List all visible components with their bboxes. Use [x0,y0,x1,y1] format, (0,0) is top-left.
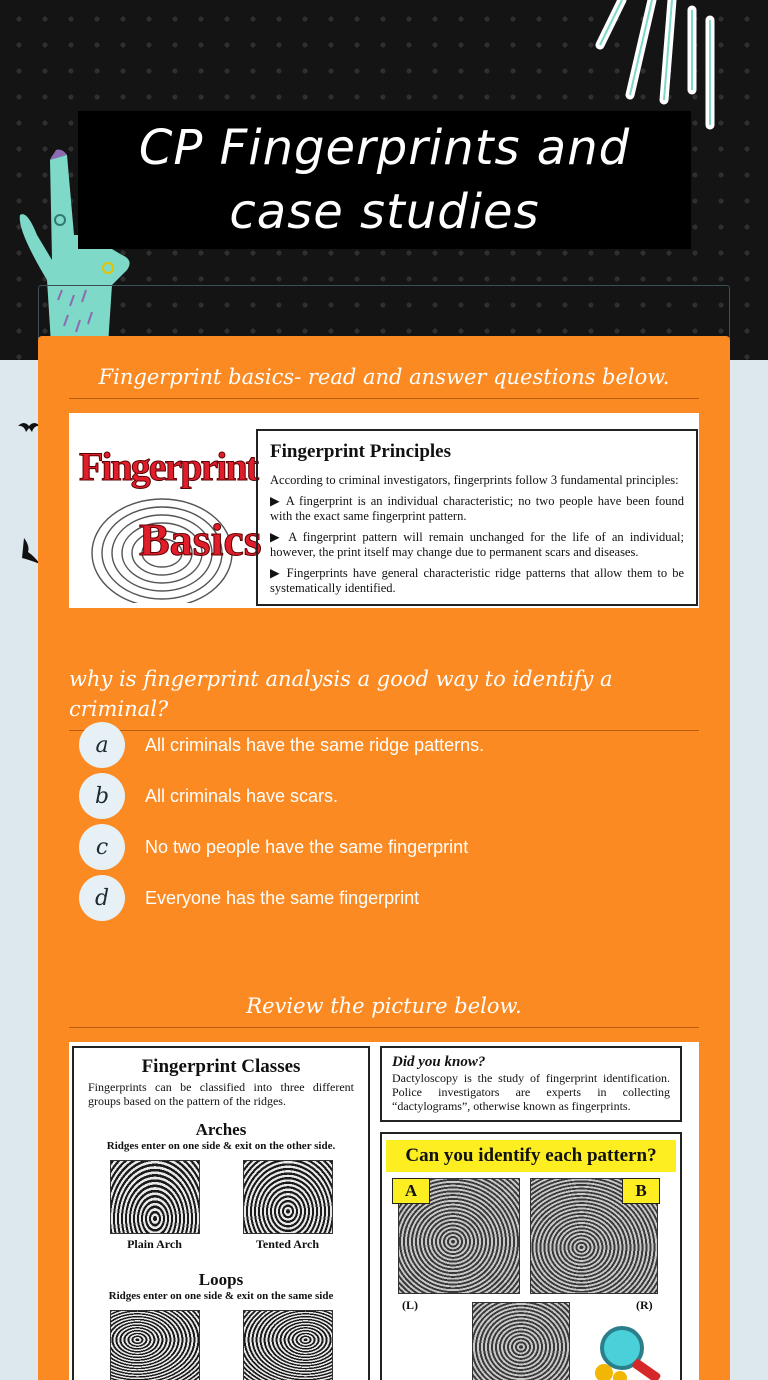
label-left: (L) [402,1298,418,1312]
answer-option-c[interactable] [79,824,679,870]
option-text: No two people have the same fingerprint [145,836,469,857]
answer-option-a[interactable] [79,722,679,768]
section-heading-basics: Fingerprint basics- read and answer questions below. [69,362,699,399]
bat-icon [18,420,40,434]
magnifying-glass-icon [582,1318,672,1380]
answer-option-b[interactable] [79,773,679,819]
plain-arch-label: Plain Arch [127,1237,182,1251]
classes-box [72,1046,370,1380]
radial-loop-print [110,1310,200,1380]
identify-pattern-box [380,1132,682,1380]
principles-intro: According to criminal investigators, fingerprints follow 3 fundamental principles: [270,473,679,487]
identify-title: Can you identify each pattern? [386,1140,676,1172]
fingerprint-basics-logo [69,413,262,608]
classes-intro: Fingerprints can be classified into three different groups based on the pattern of the ridges. [88,1080,354,1108]
tented-arch-print [243,1160,333,1234]
logo-word-basics: Basics [139,514,262,565]
fingerprint-principles-image [69,413,699,608]
loops-title: Loops [198,1270,244,1289]
tag-b: B [622,1178,660,1204]
arches-title: Arches [195,1120,247,1139]
principle-3: ▶ Fingerprints have general characteristic ridge patterns that allow them to be systematically identified. [270,566,684,595]
tag-a: A [392,1178,430,1204]
option-letter: a [79,722,125,768]
tented-arch-label: Tented Arch [255,1237,319,1251]
principles-title: Fingerprint Principles [270,441,452,462]
classes-title: Fingerprint Classes [141,1056,301,1077]
answer-option-d[interactable] [79,875,679,921]
did-you-know-title: Did you know? [392,1054,486,1070]
logo-word-fingerprint: Fingerprint [79,444,257,489]
plain-arch-print [110,1160,200,1234]
label-right: (R) [636,1298,653,1312]
title-banner [78,111,691,249]
principles-box [256,429,698,606]
did-you-know-box [380,1046,682,1122]
ulnar-loop-print [243,1310,333,1380]
option-text: All criminals have scars. [145,785,339,806]
question-text: why is fingerprint analysis a good way to identify a criminal? [69,664,699,731]
pattern-c-print [472,1302,570,1380]
option-text: All criminals have the same ridge patterns. [145,734,485,755]
option-text: Everyone has the same fingerprint [145,887,420,908]
arches-subtitle: Ridges enter on one side & exit on the other side. [106,1140,336,1152]
section-heading-review: Review the picture below. [69,991,699,1028]
did-you-know-text: Dactyloscopy is the study of fingerprint identification. Police investigators are experts in collecting “dactylograms”, otherwise known as fingerprints. [392,1071,670,1113]
option-letter: c [79,824,125,870]
principle-2: ▶ A fingerprint pattern will remain unchanged for the life of an individual; however, the print itself may change due to permanent scars and diseases. [270,530,684,559]
principle-1: ▶ A fingerprint is an individual characteristic; no two people have been found with the exact same fingerprint pattern. [270,494,684,523]
worksheet-card [38,336,730,1380]
page-title: CP Fingerprints and case studies [138,120,631,240]
fingerprint-classes-image [69,1042,699,1380]
option-letter: d [79,875,125,921]
option-letter: b [79,773,125,819]
loops-subtitle: Ridges enter on one side & exit on the same side [108,1290,334,1302]
